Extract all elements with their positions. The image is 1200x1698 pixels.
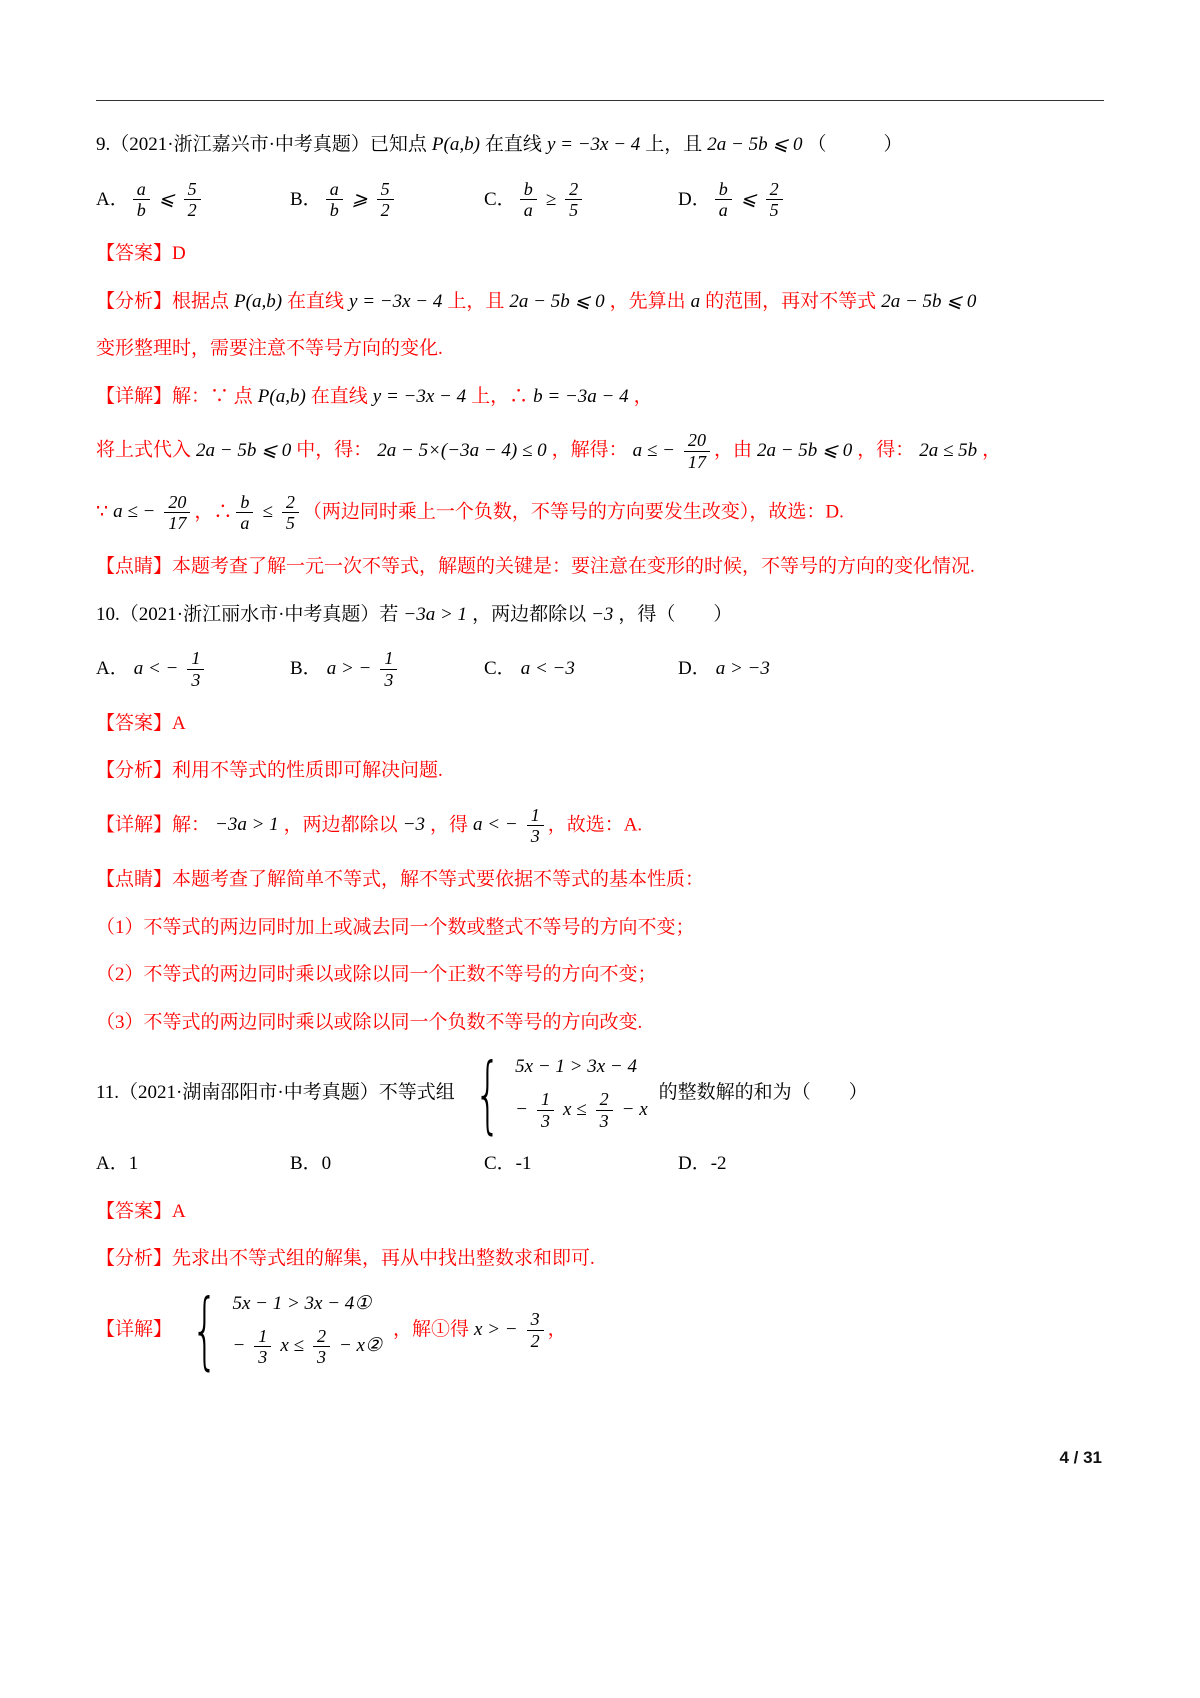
text-run: ，得（ ） — [618, 603, 733, 625]
text-run: D． — [678, 188, 711, 210]
fraction-denominator: 2 — [527, 1330, 544, 1352]
text-run: 中，得： — [296, 439, 373, 461]
option-item — [678, 179, 872, 222]
text-run: 上，∴ — [471, 385, 529, 407]
fraction — [236, 492, 253, 535]
cases-system: { 5x − 1 > 3x − 4 − $\frac{1}{3}$ x ≤ $\frac{2}{3}$ − x — [461, 1056, 653, 1131]
math-run: x ≤ — [280, 1335, 304, 1357]
text-run: （3）不等式的两边同时乘以或除以同一个负数不等号的方向改变. — [96, 1011, 643, 1033]
math-run: − — [515, 1098, 528, 1120]
option-item — [678, 1150, 872, 1179]
text-run: ，解得： — [551, 439, 628, 461]
math-run: 2a − 5b ⩽ 0 — [196, 439, 292, 461]
math-run: a < −3 — [520, 658, 575, 679]
fraction-numerator: 1 — [384, 648, 394, 668]
fraction-numerator: 2 — [316, 1325, 326, 1346]
fraction-denominator: 3 — [380, 669, 397, 691]
text-run: B．0 — [290, 1153, 332, 1175]
math-run: 2a − 5×(−3a − 4) ≤ 0 — [377, 439, 547, 461]
fraction-numerator: a — [329, 178, 339, 199]
text-run: 上，且 — [645, 134, 703, 155]
fraction — [527, 1309, 544, 1352]
fraction — [377, 179, 394, 222]
text-run: 【详解】 — [96, 1318, 173, 1340]
q11-detail — [96, 1281, 1104, 1380]
fraction-denominator: a — [520, 199, 537, 221]
fraction-numerator: b — [523, 178, 533, 199]
cases-system: { 5x − 1 > 3x − 4① − $\frac{1}{3}$ x ≤ $\frac{2}{3}$ − x② — [178, 1293, 387, 1368]
option-item — [484, 179, 678, 222]
fraction-numerator: 2 — [569, 178, 579, 199]
fraction-numerator: 3 — [530, 1309, 540, 1330]
math-run: a ≤ − — [632, 439, 675, 461]
text-run: A． — [96, 658, 129, 679]
text-run: D．-2 — [678, 1153, 727, 1175]
fraction-denominator: 5 — [766, 199, 783, 221]
text-run: 10.（2021·浙江丽水市·中考真题）若 — [96, 603, 399, 625]
text-run: 【点睛】本题考查了解一元一次不等式，解题的关键是：要注意在变形的时候，不等号的方向的变化情况. — [96, 556, 975, 577]
text-run: 【详解】解：∵ 点 — [96, 385, 253, 407]
text-run: 【分析】根据点 — [96, 290, 230, 312]
fraction-denominator: 5 — [565, 199, 582, 221]
text-run: ，得： — [857, 439, 915, 461]
fraction-numerator: 1 — [191, 648, 201, 668]
text-run: 在直线 — [484, 134, 542, 155]
math-run: 5x − 1 > 3x − 4 — [515, 1056, 637, 1077]
cases-rows — [227, 1293, 387, 1368]
text-run: 上，且 — [447, 290, 505, 312]
fraction-numerator: 1 — [258, 1325, 268, 1346]
fraction — [187, 648, 204, 691]
text-run: ， — [982, 439, 1002, 461]
fraction — [766, 179, 783, 222]
text-run: 【点睛】本题考查了解简单不等式，解不等式要依据不等式的基本性质： — [96, 869, 705, 890]
fraction — [133, 179, 150, 222]
q11-stem — [96, 1044, 1104, 1143]
math-run: y = −3x − 4 — [349, 290, 443, 312]
math-run: 2a − 5b ⩽ 0 — [509, 290, 605, 312]
math-run: 2a ≤ 5b — [919, 439, 978, 461]
math-run: ⩾ — [351, 188, 368, 210]
fraction — [254, 1326, 271, 1369]
text-run: C． — [484, 658, 516, 679]
q10-note-2 — [96, 961, 1104, 990]
fraction-numerator: b — [240, 491, 250, 512]
math-run: ≤ — [262, 501, 273, 523]
text-run: ，两边都除以 — [283, 814, 398, 836]
math-run: a — [690, 290, 701, 312]
text-run: 的整数解的和为（ ） — [658, 1082, 868, 1104]
fraction — [715, 179, 732, 222]
fraction-numerator: 1 — [540, 1088, 550, 1109]
fraction — [282, 492, 299, 535]
text-run: （2）不等式的两边同时乘以或除以同一个正数不等号的方向不变； — [96, 964, 657, 985]
q9-options — [96, 179, 1104, 222]
text-run: ，先算出 — [609, 290, 686, 312]
option-item — [96, 648, 290, 691]
fraction — [380, 648, 397, 691]
option-item — [484, 655, 678, 684]
math-run: x > − — [474, 1318, 518, 1340]
text-run: D． — [678, 658, 711, 679]
fraction — [527, 805, 544, 848]
fraction-denominator: b — [326, 199, 343, 221]
text-run: 【分析】先求出不等式组的解集，再从中找出整数求和即可. — [96, 1248, 595, 1270]
q10-note — [96, 866, 1104, 895]
q9-detail-1 — [96, 383, 1104, 412]
text-run: ，得 — [430, 814, 469, 836]
text-run: （ ） — [807, 134, 903, 155]
header-rule — [96, 100, 1104, 101]
text-run: B． — [290, 188, 322, 210]
math-run: P(a,b) — [234, 290, 283, 312]
text-run: ，解①得 — [393, 1318, 470, 1340]
fraction — [313, 1326, 330, 1369]
math-run: x ≤ — [563, 1098, 587, 1120]
fraction-numerator: 5 — [187, 178, 197, 199]
option-item — [678, 655, 872, 684]
fraction-numerator: b — [718, 178, 728, 199]
cases-row — [227, 1293, 376, 1316]
fraction — [520, 179, 537, 222]
math-run: b = −3a − 4 — [533, 385, 629, 407]
text-run: ，两边都除以 — [472, 603, 587, 625]
q10-stem — [96, 601, 1104, 630]
math-run: 5x − 1 > 3x − 4① — [232, 1292, 372, 1314]
math-run: y = −3x − 4 — [546, 134, 641, 155]
fraction-numerator: 20 — [687, 430, 706, 450]
text-run: ，由 — [713, 439, 752, 461]
fraction-denominator: a — [236, 512, 253, 534]
page-number: 4 / 31 — [1059, 1448, 1102, 1467]
math-run: a < − — [133, 658, 179, 679]
q10-note-1 — [96, 914, 1104, 943]
text-run: 【详解】解： — [96, 814, 211, 836]
text-run: 【答案】D — [96, 243, 186, 264]
text-run: A． — [96, 188, 129, 210]
q11-options — [96, 1150, 1104, 1179]
text-run: B． — [290, 658, 322, 679]
fraction-numerator: 5 — [380, 178, 390, 199]
text-run: （1）不等式的两边同时加上或减去同一个数或整式不等号的方向不变； — [96, 916, 695, 938]
fraction-denominator: 3 — [254, 1346, 271, 1368]
text-run: ， — [633, 385, 653, 407]
fraction-denominator: 17 — [684, 451, 710, 473]
text-run: C．-1 — [484, 1153, 532, 1175]
q10-options — [96, 648, 1104, 691]
fraction — [537, 1089, 554, 1132]
text-run: 的范围，再对不等式 — [705, 290, 877, 312]
fraction-denominator: 3 — [537, 1110, 554, 1132]
q10-detail — [96, 805, 1104, 848]
math-run: P(a,b) — [257, 385, 306, 407]
option-item — [290, 648, 484, 691]
fraction-denominator: 5 — [282, 512, 299, 534]
text-run: 变形整理时，需要注意不等号方向的变化. — [96, 338, 443, 359]
fraction — [684, 430, 710, 473]
fraction-denominator: 3 — [187, 669, 204, 691]
fraction-denominator: 3 — [527, 825, 544, 847]
math-run: a ≤ − — [113, 501, 156, 523]
fraction-denominator: b — [133, 199, 150, 221]
text-run: ， — [547, 1318, 567, 1340]
q10-answer — [96, 710, 1104, 739]
math-run: −3 — [402, 814, 426, 836]
text-run: ，∴ — [194, 501, 233, 523]
option-item — [96, 1150, 290, 1179]
math-run: a > −3 — [715, 658, 770, 679]
cases-rows — [510, 1056, 653, 1131]
text-run: 【分析】利用不等式的性质即可解决问题. — [96, 760, 443, 781]
fraction — [596, 1089, 613, 1132]
math-run: 2a − 5b ⩽ 0 — [707, 134, 803, 155]
cases-row — [510, 1056, 642, 1079]
q9-analysis-1 — [96, 288, 1104, 317]
math-run: − — [232, 1335, 246, 1357]
q10-note-3 — [96, 1009, 1104, 1038]
fraction-denominator: a — [715, 199, 732, 221]
text-run: 【答案】A — [96, 712, 186, 734]
text-run: C． — [484, 188, 516, 210]
option-item — [290, 179, 484, 222]
math-run: P(a,b) — [431, 134, 480, 155]
q9-answer — [96, 240, 1104, 269]
math-run: 2a − 5b ⩽ 0 — [881, 290, 977, 312]
text-run: 在直线 — [287, 290, 345, 312]
q9-stem — [96, 131, 1104, 160]
q9-detail-2 — [96, 430, 1104, 473]
document-lines — [96, 131, 1104, 1380]
text-run: 将上式代入 — [96, 439, 192, 461]
fraction-denominator: 3 — [313, 1346, 330, 1368]
math-run: ⩽ — [158, 188, 175, 210]
math-run: 2a − 5b ⩽ 0 — [756, 439, 853, 461]
q10-analysis — [96, 757, 1104, 786]
cases-row — [510, 1089, 653, 1132]
fraction-denominator: 2 — [377, 199, 394, 221]
math-run: −3a > 1 — [403, 603, 468, 625]
text-run: ∵ — [96, 501, 109, 523]
fraction-numerator: a — [136, 178, 146, 199]
math-run: ⩽ — [740, 188, 757, 210]
fraction-numerator: 2 — [769, 178, 779, 199]
fraction-numerator: 1 — [530, 804, 540, 825]
math-run: −3 — [591, 603, 614, 625]
fraction-numerator: 2 — [599, 1088, 609, 1109]
fraction — [565, 179, 582, 222]
math-run: ≥ — [545, 188, 557, 210]
math-run: a < − — [473, 814, 518, 836]
math-run: −3a > 1 — [215, 814, 279, 836]
fraction-denominator: 3 — [596, 1110, 613, 1132]
text-run: A．1 — [96, 1153, 139, 1175]
text-run: 【答案】A — [96, 1200, 186, 1222]
fraction-denominator: 17 — [164, 512, 190, 534]
option-item — [290, 1150, 484, 1179]
option-item — [484, 1150, 678, 1179]
text-run: （两边同时乘上一个负数，不等号的方向要发生改变），故选：D. — [302, 501, 844, 523]
option-item — [96, 179, 290, 222]
fraction-numerator: 20 — [168, 491, 187, 512]
fraction — [164, 492, 190, 535]
fraction — [326, 179, 343, 222]
text-run: 在直线 — [310, 385, 368, 407]
fraction-denominator: 2 — [184, 199, 201, 221]
fraction — [184, 179, 201, 222]
cases-row — [227, 1326, 387, 1369]
q9-note — [96, 553, 1104, 582]
math-run: − x② — [338, 1335, 382, 1357]
q9-analysis-2 — [96, 335, 1104, 364]
q11-analysis — [96, 1245, 1104, 1274]
fraction-numerator: 2 — [285, 491, 295, 512]
text-run: 9.（2021·浙江嘉兴市·中考真题）已知点 — [96, 134, 427, 155]
text-run: 11.（2021·湖南邵阳市·中考真题）不等式组 — [96, 1082, 455, 1104]
text-run: ，故选：A. — [547, 814, 643, 836]
q9-detail-3 — [96, 492, 1104, 535]
math-run: − x — [621, 1098, 648, 1120]
q11-answer — [96, 1198, 1104, 1227]
math-run: a > − — [326, 658, 372, 679]
math-run: y = −3x − 4 — [372, 385, 467, 407]
